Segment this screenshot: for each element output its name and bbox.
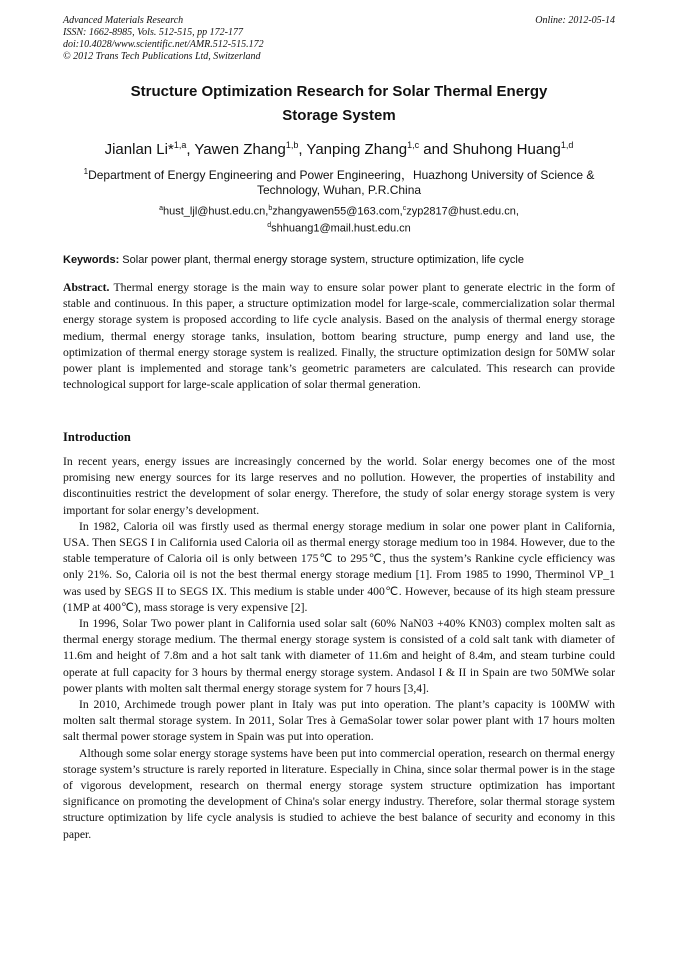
keywords [63, 253, 615, 267]
online-date: Online: 2012-05-14 [535, 15, 615, 26]
author-2-sup: 1,b [285, 140, 299, 150]
journal-name: Advanced Materials Research [63, 15, 184, 26]
abstract-label: Abstract. [63, 281, 110, 294]
email-c[interactable]: zyp2817@hust.edu.cn, [406, 205, 519, 218]
abstract [63, 280, 615, 393]
intro-paragraph-5: Although some solar energy storage systems have been put into commercial operation, research on thermal energy storage system’s structure is rarely reported in literature. Especially in China, since solar thermal power is in the stage of vigorous development, research on thermal energy storage system structure optimization has important significance on promoting the development of China's solar energy industry. Therefore, solar thermal storage system structure optimization by life cycle analysis is studied to achieve the best balance of security and economy in this paper. [63, 746, 615, 841]
email-b[interactable]: zhangyawen55@163.com, [272, 205, 403, 218]
affiliation-sup: 1 [83, 167, 89, 176]
title-line-1: Structure Optimization Research for Solar Thermal Energy [130, 83, 548, 100]
journal-header [63, 15, 615, 63]
issn-line: ISSN: 1662-8985, Vols. 512-515, pp 172-177 [63, 27, 243, 38]
affiliation [63, 164, 615, 198]
doi-line[interactable]: doi:10.4028/www.scientific.net/AMR.512-515.172 [63, 39, 264, 50]
author-1-sup: 1,a [173, 140, 187, 150]
keywords-label: Keywords: [63, 254, 120, 266]
intro-paragraph-4: In 2010, Archimede trough power plant in Italy was put into operation. The plant’s capacity is 100MW with molten salt thermal storage system. In 2011, Solar Tres à GemaSolar tower solar power plant with 17 hours molten salt thermal power storage system in Spain was put into operation. [63, 698, 615, 744]
author-3-sup: 1,c [407, 140, 420, 150]
author-1: Jianlan Li* [104, 141, 174, 158]
email-a[interactable]: hust_ljl@hust.edu.cn, [163, 205, 269, 218]
email-d[interactable]: shhuang1@mail.hust.edu.cn [271, 222, 411, 235]
section-heading-introduction: Introduction [63, 430, 131, 444]
copyright-line: © 2012 Trans Tech Publications Ltd, Switzerland [63, 51, 261, 62]
intro-paragraph-3: In 1996, Solar Two power plant in California used solar salt (60% NaN03 +40% KN03) complex molten salt as thermal energy storage medium. The thermal energy storage system is consisted of a cold salt tank with diameter of 11.6m and height of 7.8m and a hot salt tank with diameter of 11.6m and height of 8.4m, and steam turbine could operate at full capacity for 3 hours by thermal energy storage system. Andasol I & II in Spain are two 50MWe solar power plants with molten salt thermal energy storage system for 7 hours [3,4]. [63, 617, 615, 695]
abstract-text: Thermal energy storage is the main way to ensure solar power plant to generate electric in the form of stable and continuous. In this paper, a structure optimization model for large-scale, commercialization solar thermal energy storage system is proposed according to life cycle analysis. Based on the analysis of thermal energy storage medium, thermal energy storage tanks, insulation, bottom bearing structure, pump energy and land use, the optimization of thermal energy storage system is realized. Finally, the structure optimization design for 50MW solar power plant is implemented and storage tank’s geometric parameters are calculated. This research can provide technological support for large-scale application of solar thermal generation. [63, 281, 615, 392]
author-2: , Yawen Zhang [186, 141, 286, 158]
email-b-sup: b [268, 205, 273, 212]
email-c-sup: c [402, 205, 407, 212]
keywords-text: Solar power plant, thermal energy storage system, structure optimization, life cycle [119, 254, 524, 266]
author-3: , Yanping Zhang [298, 141, 408, 158]
paper-title [63, 80, 615, 128]
intro-paragraph-2: In 1982, Caloria oil was firstly used as thermal energy storage medium in solar one power plant in California, USA. Then SEGS I in California used Caloria oil as thermal energy storage medium too in 1984. However, due to the stable temperature of Caloria oil is only between 175℃ to 295℃, thus the system’s Rankine cycle efficiency was only 21%. So, Caloria oil is not the best thermal energy storage medium [1]. From 1985 to 1990, Therminol VP_1 was used by SEGS II to SEGS IX. This medium is stable under 400℃. However, because of its high steam pressure (1MP at 400℃), mass storage is very expensive [2]. [63, 519, 615, 614]
affiliation-text: Department of Energy Engineering and Power Engineering，Huazhong University of Science & Technology, Wuhan, P.R.China [88, 168, 595, 197]
author-4: and Shuhong Huang [419, 141, 561, 158]
email-d-sup: d [267, 221, 272, 229]
email-a-sup: a [159, 205, 164, 212]
author-list [63, 136, 615, 159]
email-list [63, 202, 615, 235]
author-4-sup: 1,d [560, 140, 574, 150]
title-line-2: Storage System [282, 107, 396, 124]
intro-paragraph-1: In recent years, energy issues are increasingly concerned by the world. Solar energy becomes one of the most promising new energy sources for its large reserves and no pollution. However, the properties of instability and discontinuities restrict the development of solar energy. Therefore, the study of solar energy storage system is very important for solar energy’s development. [63, 455, 615, 517]
introduction-body [63, 454, 615, 843]
